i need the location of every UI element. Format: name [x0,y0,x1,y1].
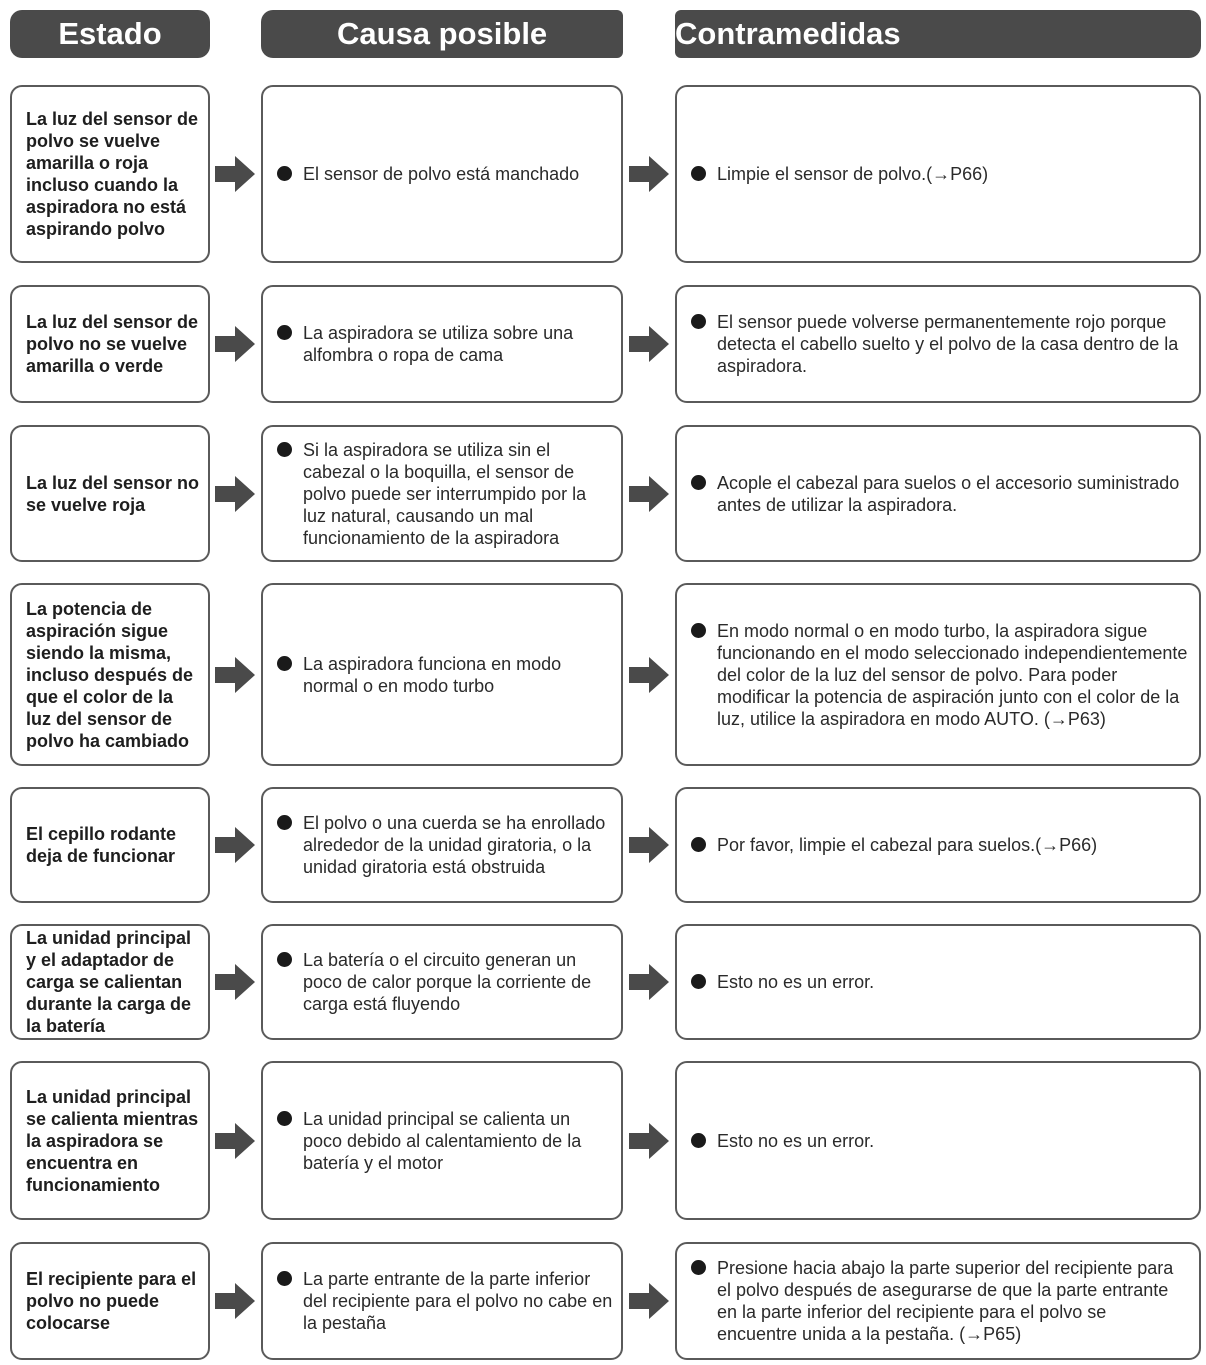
causa-text: La aspiradora funciona en modo normal o en modo turbo [303,653,562,696]
header-causa-posible [261,10,623,58]
bullet-icon [691,475,706,490]
contramedida-cell [675,924,1201,1040]
estado-text: La potencia de aspiración sigue siendo la misma, incluso después de que el color de la luz del sensor de polvo ha cambiado [26,598,194,751]
causa-cell [261,924,623,1040]
contramedida-cell [675,85,1201,263]
estado-text: El recipiente para el polvo no puede colocarse [26,1269,197,1333]
causa-cell [261,787,623,903]
right-arrow-icon [215,156,255,192]
right-arrow-icon [215,827,255,863]
estado-cell [10,787,210,903]
causa-bullet-line [277,1268,613,1334]
causa-cell [261,285,623,403]
header-estado-label: Estado [58,16,162,51]
medida-bullet-line [691,1257,1189,1345]
bullet-icon [691,166,706,181]
bullet-icon [277,166,292,181]
bullet-icon [691,314,706,329]
medida-bullet-line [691,620,1189,730]
right-arrow-icon [629,326,669,362]
causa-text: El sensor de polvo está manchado [303,164,580,184]
right-arrow-icon [215,964,255,1000]
bullet-icon [691,1133,706,1148]
estado-text: La unidad principal y el adaptador de carga se calientan durante la carga de la batería [26,928,192,1036]
bullet-icon [277,1111,292,1126]
causa-text: La aspiradora se utiliza sobre una alfombra o ropa de cama [303,323,574,365]
bullet-icon [691,837,706,852]
right-arrow-icon [629,156,669,192]
bullet-icon [691,623,706,638]
medida-text: Limpie el sensor de polvo.(→P66) [717,164,989,184]
medida-bullet-line [691,1130,1189,1152]
header-contramedidas [675,10,1201,58]
bullet-icon [277,442,292,457]
bullet-icon [277,952,292,967]
contramedida-cell [675,1061,1201,1220]
right-arrow-icon [629,657,669,693]
medida-bullet-line [691,834,1189,856]
medida-text: El sensor puede volverse permanentemente rojo porque detecta el cabello suelto y el polvo de la casa dentro de la aspiradora. [717,312,1179,376]
contramedida-cell [675,583,1201,766]
estado-text: La unidad principal se calienta mientras la aspiradora se encuentra en funcionamiento [26,1086,199,1195]
medida-bullet-line [691,472,1189,516]
causa-cell [261,583,623,766]
causa-cell [261,1242,623,1360]
bullet-icon [691,1260,706,1275]
medida-bullet-line [691,311,1189,377]
causa-bullet-line [277,949,613,1015]
right-arrow-icon [215,476,255,512]
medida-text: Por favor, limpie el cabezal para suelos.(→P66) [717,835,1098,855]
right-arrow-icon [629,1283,669,1319]
right-arrow-icon [629,1123,669,1159]
medida-text: En modo normal o en modo turbo, la aspiradora sigue funcionando en el modo seleccionado independientemente del color de la luz del sensor de polvo. Para poder modificar la potencia de aspiración junto con el color de la luz, utilice la aspiradora en modo AUTO. (→P63) [717,620,1188,729]
estado-cell [10,425,210,562]
header-estado [10,10,210,58]
right-arrow-icon [215,1123,255,1159]
contramedida-cell [675,285,1201,403]
causa-text: Si la aspiradora se utiliza sin el cabezal o la boquilla, el sensor de polvo puede ser interrumpido por la luz natural, causando un mal funcionamiento de la aspiradora [303,439,587,548]
medida-text: Esto no es un error. [717,1130,875,1151]
contramedida-cell [675,787,1201,903]
bullet-icon [277,815,292,830]
right-arrow-icon [629,964,669,1000]
bullet-icon [691,974,706,989]
bullet-icon [277,656,292,671]
right-arrow-icon [629,827,669,863]
causa-bullet-line [277,322,613,366]
causa-bullet-line [277,1108,613,1174]
right-arrow-icon [215,326,255,362]
causa-bullet-line [277,439,613,549]
right-arrow-icon [629,476,669,512]
bullet-icon [277,325,292,340]
causa-text: La parte entrante de la parte inferior del recipiente para el polvo no cabe en la pestaña [303,1269,613,1333]
medida-text: Esto no es un error. [717,972,875,992]
causa-text: La batería o el circuito generan un poco de calor porque la corriente de carga está fluyendo [303,950,592,1014]
bullet-icon [277,1271,292,1286]
right-arrow-icon [215,1283,255,1319]
header-causa-label: Causa posible [337,16,548,51]
estado-cell [10,285,210,403]
estado-cell [10,85,210,263]
medida-bullet-line [691,163,1189,185]
estado-text: La luz del sensor de polvo se vuelve amarilla o roja incluso cuando la aspiradora no está aspirando polvo [26,109,199,239]
estado-cell [10,583,210,766]
right-arrow-icon [215,657,255,693]
estado-cell [10,924,210,1040]
medida-text: Acople el cabezal para suelos o el accesorio suministrado antes de utilizar la aspiradora. [717,472,1180,515]
estado-cell [10,1061,210,1220]
causa-cell [261,1061,623,1220]
causa-bullet-line [277,653,613,697]
medida-bullet-line [691,971,1189,993]
estado-text: La luz del sensor no se vuelve roja [26,472,200,515]
causa-text: El polvo o una cuerda se ha enrollado alrededor de la unidad giratoria, o la unidad giratoria está obstruida [303,813,606,877]
estado-text: El cepillo rodante deja de funcionar [26,824,177,866]
estado-text: La luz del sensor de polvo no se vuelve amarilla o verde [26,312,199,376]
causa-text: La unidad principal se calienta un poco debido al calentamiento de la batería y el motor [303,1108,582,1173]
causa-bullet-line [277,163,613,185]
medida-text: Presione hacia abajo la parte superior del recipiente para el polvo después de asegurarse de que la parte entrante en la parte inferior del recipiente para el polvo se encuentre unida a la pestaña. (→P65) [717,1258,1174,1344]
contramedida-cell [675,1242,1201,1360]
causa-cell [261,85,623,263]
header-medidas-label: Contramedidas [675,16,901,51]
causa-cell [261,425,623,562]
estado-cell [10,1242,210,1360]
contramedida-cell [675,425,1201,562]
causa-bullet-line [277,812,613,878]
